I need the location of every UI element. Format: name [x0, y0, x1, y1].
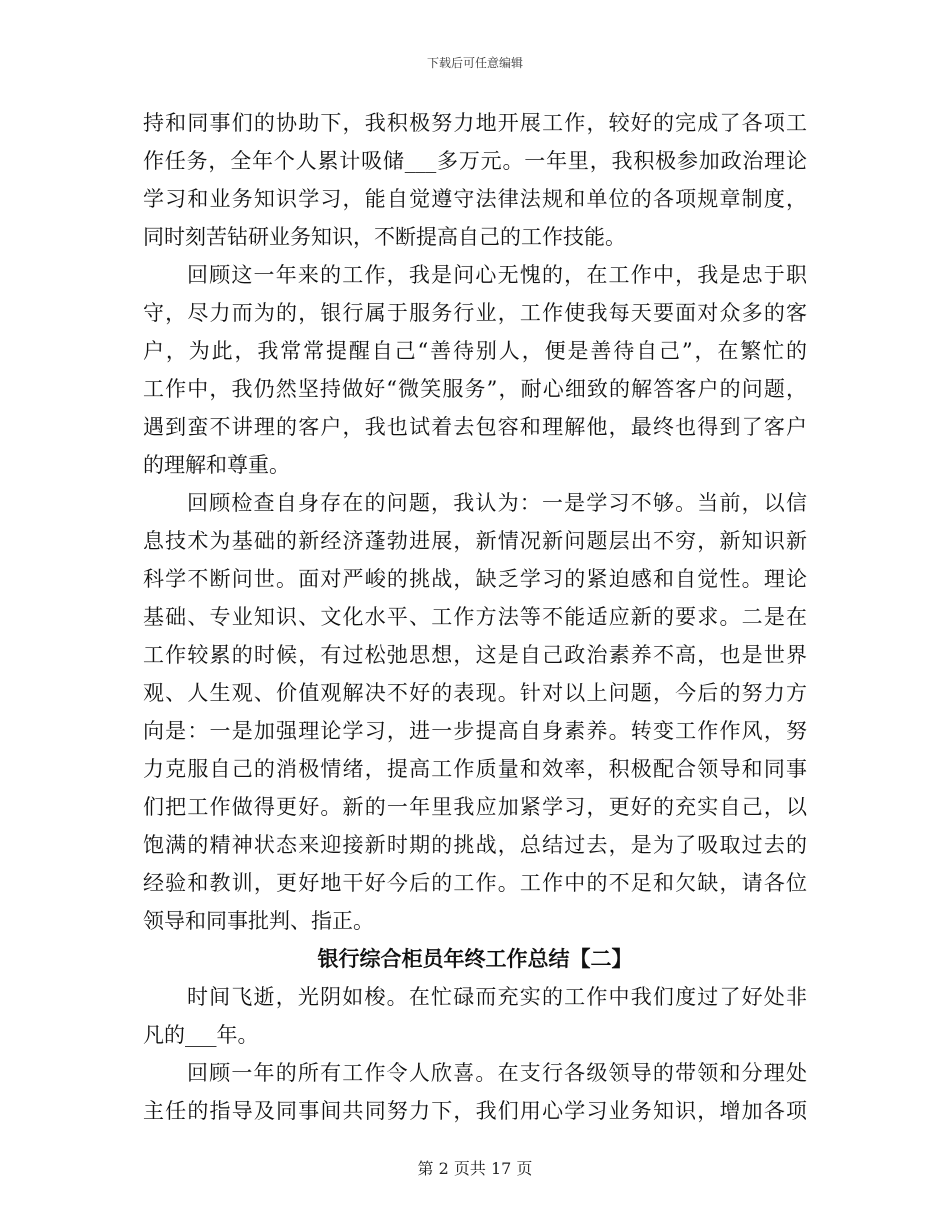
- text-line: 回顾一年的所有工作令人欣喜。在支行各级领导的带领和分理处: [187, 1061, 807, 1085]
- text-line: 饱满的精神状态来迎接新时期的挑战，总结过去，是为了吸取过去的: [143, 833, 807, 857]
- text-line: 回顾检查自身存在的问题，我认为：一是学习不够。当前，以信: [187, 491, 807, 515]
- text-line: 学习和业务知识学习，能自觉遵守法律法规和单位的各项规章制度，: [143, 187, 807, 211]
- text-line: 时间飞逝，光阴如梭。在忙碌而充实的工作中我们度过了好处非: [187, 985, 807, 1009]
- text-line: 同时刻苦钻研业务知识，不断提高自己的工作技能。: [143, 225, 626, 249]
- page-header-note: 下载后可任意编辑: [426, 56, 523, 70]
- text-line: 遇到蛮不讲理的客户，我也试着去包容和理解他，最终也得到了客户: [143, 415, 807, 439]
- text-line: 息技术为基础的新经济蓬勃进展，新情况新问题层出不穷，新知识新: [143, 529, 807, 553]
- text-line: 工作中，我仍然坚持做好“微笑服务”，耐心细致的解答客户的问题，: [143, 377, 807, 401]
- text-line: 作任务，全年个人累计吸储___多万元。一年里，我积极参加政治理论: [143, 149, 807, 173]
- page-footer: 第 2 页共 17 页: [417, 1159, 533, 1178]
- text-line: 力克服自己的消极情绪，提高工作质量和效率，积极配合领导和同事: [143, 757, 807, 781]
- paragraph: [143, 978, 807, 1054]
- text-line: 主任的指导及同事间共同努力下，我们用心学习业务知识，增加各项: [143, 1099, 807, 1123]
- text-line: 基础、专业知识、文化水平、工作方法等不能适应新的要求。二是在: [143, 605, 807, 629]
- section-heading: 银行综合柜员年终工作总结【二】: [317, 946, 633, 971]
- text-line: 向是：一是加强理论学习，进一步提高自身素养。转变工作作风，努: [143, 719, 807, 743]
- paragraph: [143, 484, 807, 940]
- text-line: 凡的___年。: [143, 1023, 259, 1047]
- text-line: 持和同事们的协助下，我积极努力地开展工作，较好的完成了各项工: [143, 111, 807, 135]
- text-line: 户，为此，我常常提醒自己“善待别人，便是善待自己”，在繁忙的: [143, 339, 807, 363]
- text-line: 的理解和尊重。: [143, 453, 290, 477]
- text-line: 工作较累的时候，有过松弛思想，这是自己政治素养不高，也是世界: [143, 643, 807, 667]
- text-line: 回顾这一年来的工作，我是问心无愧的，在工作中，我是忠于职: [187, 263, 807, 287]
- paragraph: [143, 256, 807, 484]
- text-line: 科学不断问世。面对严峻的挑战，缺乏学习的紧迫感和自觉性。理论: [143, 567, 807, 591]
- paragraph: [143, 1054, 807, 1130]
- paragraph: [143, 104, 807, 256]
- text-line: 观、人生观、价值观解决不好的表现。针对以上问题，今后的努力方: [143, 681, 807, 705]
- text-line: 守，尽力而为的，银行属于服务行业，工作使我每天要面对众多的客: [143, 301, 807, 325]
- text-line: 经验和教训，更好地干好今后的工作。工作中的不足和欠缺，请各位: [143, 871, 807, 895]
- text-line: 们把工作做得更好。新的一年里我应加紧学习，更好的充实自己，以: [143, 795, 807, 819]
- document-body: [143, 104, 807, 1130]
- text-line: 领导和同事批判、指正。: [143, 909, 374, 933]
